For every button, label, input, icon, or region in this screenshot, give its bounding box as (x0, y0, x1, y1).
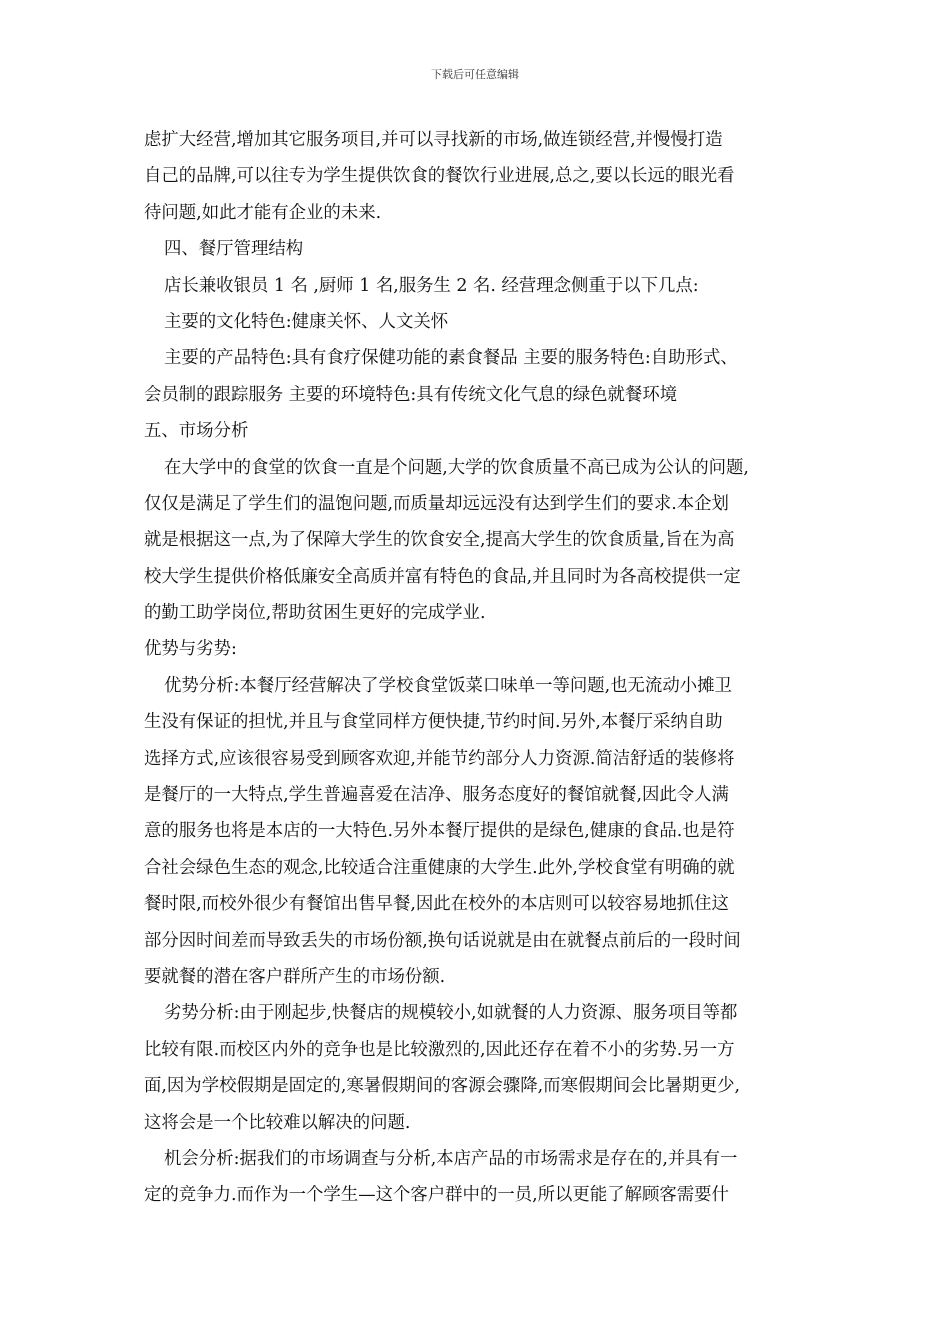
text-line: 面,因为学校假期是固定的,寒暑假期间的客源会骤降,而寒假期间会比暑期更少, (144, 1076, 741, 1097)
text-line: 选择方式,应该很容易受到顾客欢迎,并能节约部分人力资源.简洁舒适的装修将 (144, 748, 735, 769)
text-line: 意的服务也将是本店的一大特色.另外本餐厅提供的是绿色,健康的食品.也是符 (144, 821, 735, 842)
text-line: 就是根据这一点,为了保障大学生的饮食安全,提高大学生的饮食质量,旨在为高 (144, 530, 735, 551)
section-heading: 五、市场分析 (144, 421, 249, 442)
text-line: 定的竞争力.而作为一个学生—这个客户群中的一员,所以更能了解顾客需要什 (144, 1185, 729, 1206)
text-line: 校大学生提供价格低廉安全高质并富有特色的食品,并且同时为各高校提供一定 (144, 566, 741, 587)
text-line: 自己的品牌,可以往专为学生提供饮食的餐饮行业进展,总之,要以长远的眼光看 (144, 166, 735, 187)
text-line: 会员制的跟踪服务 主要的环境特色:具有传统文化气息的绿色就餐环境 (144, 384, 678, 405)
text-line: 劣势分析:由于刚起步,快餐店的规模较小,如就餐的人力资源、服务项目等都 (164, 1003, 738, 1024)
section-heading: 四、餐厅管理结构 (164, 239, 304, 260)
text-line: 生没有保证的担忧,并且与食堂同样方便快捷,节约时间.另外,本餐厅采纳自助 (144, 712, 723, 733)
text-line: 主要的文化特色:健康关怀、人文关怀 (164, 311, 449, 332)
text-line: 是餐厅的一大特点,学生普遍喜爱在洁净、服务态度好的餐馆就餐,因此令人满 (144, 785, 729, 806)
document-body (144, 122, 816, 1214)
text-line: 这将会是一个比较难以解决的问题. (144, 1112, 411, 1133)
text-line: 虑扩大经营,增加其它服务项目,并可以寻找新的市场,做连锁经营,并慢慢打造 (144, 130, 723, 150)
text-line: 的勤工助学岗位,帮助贫困生更好的完成学业. (144, 603, 486, 624)
text-line: 要就餐的潜在客户群所产生的市场份额. (144, 966, 446, 987)
text-line: 待问题,如此才能有企业的未来. (144, 202, 382, 223)
text-line: 比较有限.而校区内外的竞争也是比较激烈的,因此还存在着不小的劣势.另一方 (144, 1039, 735, 1060)
text-line: 机会分析:据我们的市场调查与分析,本店产品的市场需求是存在的,并具有一 (164, 1148, 738, 1169)
text-line: 部分因时间差而导致丢失的市场份额,换句话说就是由在就餐点前后的一段时间 (144, 930, 741, 951)
text-line: 主要的产品特色:具有食疗保健功能的素食餐品 主要的服务特色:自助形式、 (164, 348, 738, 369)
text-line: 餐时限,而校外很少有餐馆出售早餐,因此在校外的本店则可以较容易地抓住这 (144, 894, 729, 915)
page-header: 下载后可任意编辑 (431, 68, 519, 81)
subheading: 优势与劣势: (144, 639, 237, 660)
text-line: 优势分析:本餐厅经营解决了学校食堂饭菜口味单一等问题,也无流动小摊卫 (164, 675, 732, 696)
text-line: 仅仅是满足了学生们的温饱问题,而质量却远远没有达到学生们的要求.本企划 (144, 493, 729, 514)
text-line: 店长兼收银员 1 名 ,厨师 1 名,服务生 2 名. 经营理念侧重于以下几点: (164, 275, 699, 296)
text-line: 合社会绿色生态的观念,比较适合注重健康的大学生.此外,学校食堂有明确的就 (144, 857, 735, 878)
text-line: 在大学中的食堂的饮食一直是个问题,大学的饮食质量不高已成为公认的问题, (164, 457, 749, 478)
